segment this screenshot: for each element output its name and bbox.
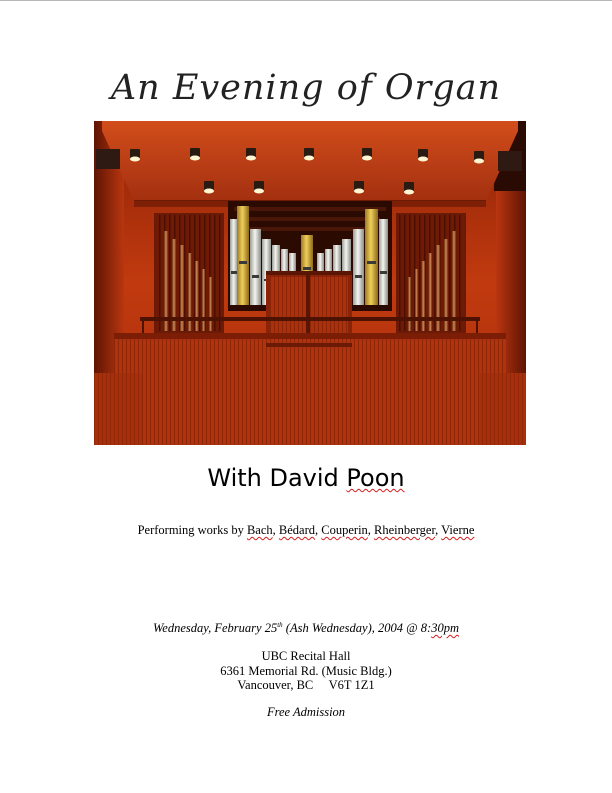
composer-name: Bédard [278,523,316,537]
performer-line [0,464,612,492]
admission-note: Free Admission [266,705,346,719]
venue-name: UBC Recital Hall [261,649,351,663]
time-hour: 8: [420,621,432,635]
page-title: An Evening of Organ [110,68,502,108]
composer-name: Vierne [441,523,475,537]
time-minutes: 30pm [431,621,459,635]
composer-name: Couperin [321,523,368,537]
composer-separator: , [315,523,322,537]
venue-block [0,649,612,693]
composer-separator: , [435,523,442,537]
venue-city: Vancouver, BC V6T 1Z1 [237,678,375,692]
date-rest: (Ash Wednesday), 2004 @ [282,621,421,635]
performer-name: Poon [346,464,405,492]
performer-prefix: With David [207,464,347,492]
date-ordinal: th [277,621,283,629]
venue-address: 6361 Memorial Rd. (Music Bldg.) [220,663,392,678]
pipe-organ-photo [94,121,526,445]
composer-name: Rheinberger [374,523,436,537]
composer-separator: , [367,523,375,537]
works-line [0,523,612,538]
page-top-border [0,0,612,1]
composer-name: Bach [246,523,273,537]
date-text: Wednesday, February 25 [153,621,278,635]
composer-separator: , [272,523,279,537]
event-date [0,621,612,636]
works-prefix: Performing works by [137,523,247,537]
